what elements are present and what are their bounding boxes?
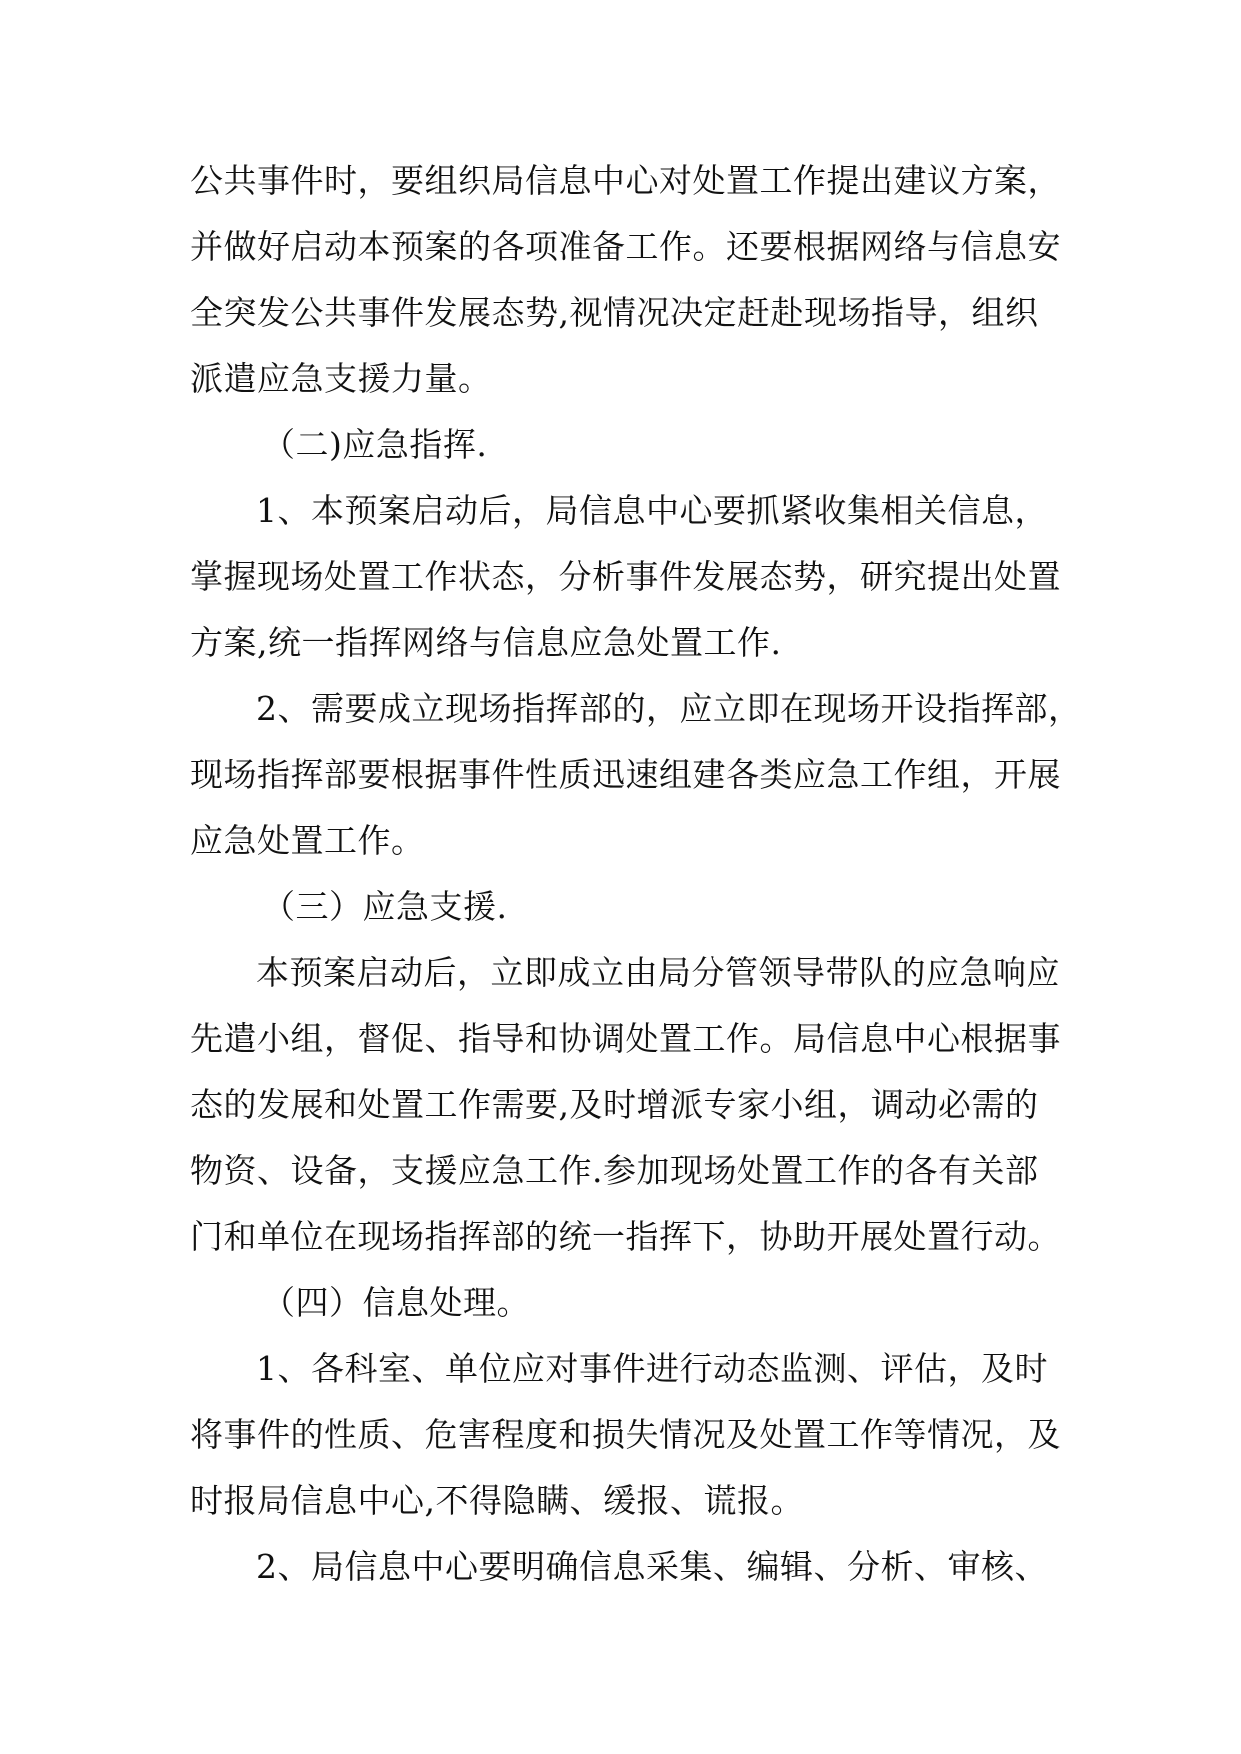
text-line: 时报局信息中心,不得隐瞒、缓报、谎报。 (190, 1481, 804, 1520)
text-line: 全突发公共事件发展态势,视情况决定赶赴现场指导，组织 (190, 293, 1039, 332)
text-line: 2、局信息中心要明确信息采集、编辑、分析、审核、 (256, 1547, 1048, 1586)
text-line: 掌握现场处置工作状态，分析事件发展态势，研究提出处置 (190, 557, 1061, 596)
text-line: 1、本预案启动后，局信息中心要抓紧收集相关信息， (256, 491, 1048, 530)
text-line: 门和单位在现场指挥部的统一指挥下，协助开展处置行动。 (190, 1217, 1061, 1256)
section-heading-information-processing: （四）信息处理。 (262, 1283, 530, 1322)
text-line: 将事件的性质、危害程度和损失情况及处置工作等情况，及 (190, 1415, 1061, 1454)
document-body (190, 148, 1082, 1600)
text-line: 态的发展和处置工作需要,及时增派专家小组，调动必需的 (190, 1085, 1039, 1124)
text-line: 1、各科室、单位应对事件进行动态监测、评估，及时 (256, 1349, 1048, 1388)
section-heading-emergency-command: （二)应急指挥. (262, 425, 488, 464)
text-line: 并做好启动本预案的各项准备工作。还要根据网络与信息安 (190, 227, 1061, 266)
text-line: 方案,统一指挥网络与信息应急处置工作. (190, 623, 782, 662)
text-line: 2、需要成立现场指挥部的，应立即在现场开设指挥部， (256, 689, 1082, 728)
text-line: 物资、设备，支援应急工作.参加现场处置工作的各有关部 (190, 1151, 1039, 1190)
text-line: 本预案启动后，立即成立由局分管领导带队的应急响应 (256, 953, 1060, 992)
text-line: 先遣小组，督促、指导和协调处置工作。局信息中心根据事 (190, 1019, 1061, 1058)
text-line: 现场指挥部要根据事件性质迅速组建各类应急工作组，开展 (190, 755, 1061, 794)
text-line: 派遣应急支援力量。 (190, 359, 492, 398)
section-heading-emergency-support: （三）应急支援. (262, 887, 508, 926)
text-line: 公共事件时，要组织局信息中心对处置工作提出建议方案， (190, 161, 1061, 200)
text-line: 应急处置工作。 (190, 821, 425, 860)
